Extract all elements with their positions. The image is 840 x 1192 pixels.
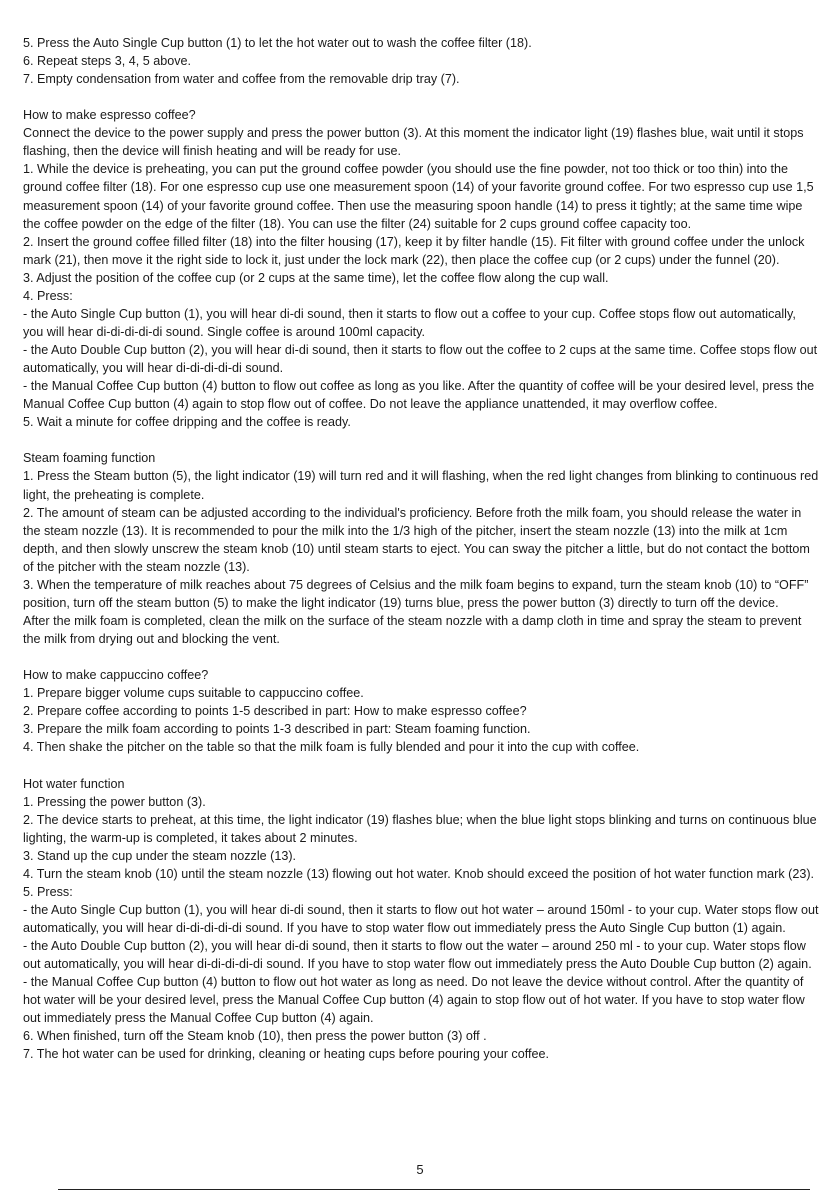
section-heading: How to make espresso coffee? (23, 108, 196, 123)
paragraph: 3. Adjust the position of the coffee cup (or 2 cups at the same time), let the coffee flow along the cup wall. (23, 270, 609, 285)
instructions-text (23, 34, 819, 1064)
section (23, 106, 819, 431)
paragraph: 2. Prepare coffee according to points 1-5 described in part: How to make espresso coffee? (23, 704, 527, 719)
section-gap (23, 431, 819, 449)
paragraph: - the Auto Double Cup button (2), you will hear di-di sound, then it starts to flow out the water – around 250 ml - to your cup. Water stops flow out automatically, you will hear di-di-di-di-di sound. If you have to stop water flow out immediately press the Auto Double Cup button (2) again. (23, 939, 812, 972)
section-gap (23, 88, 819, 106)
section-heading: How to make cappuccino coffee? (23, 668, 209, 683)
paragraph: 5. Press the Auto Single Cup button (1) to let the hot water out to wash the coffee filter (18). (23, 36, 532, 50)
paragraph: - the Auto Single Cup button (1), you will hear di-di sound, then it starts to flow out a coffee to your cup. Coffee stops flow out automatically, you will hear di-di-di-di-di sound. Single coffee is around 100ml capacity. (23, 306, 796, 339)
paragraph: 1. Prepare bigger volume cups suitable to cappuccino coffee. (23, 686, 364, 701)
paragraph: 6. When finished, turn off the Steam knob (10), then press the power button (3) off . (23, 1029, 487, 1044)
section (23, 449, 819, 648)
paragraph: 5. Press: (23, 884, 73, 899)
paragraph: After the milk foam is completed, clean the milk on the surface of the steam nozzle with a damp cloth in time and spray the steam to prevent the milk from drying out and blocking the vent. (23, 613, 802, 647)
section-heading: Steam foaming function (23, 451, 156, 466)
paragraph: 6. Repeat steps 3, 4, 5 above. (23, 54, 192, 69)
section (23, 775, 819, 1064)
section (23, 34, 819, 88)
paragraph: 3. Stand up the cup under the steam nozzle (13). (23, 848, 297, 863)
paragraph: - the Manual Coffee Cup button (4) button to flow out coffee as long as you like. After the quantity of coffee will be your desired level, press the Manual Coffee Cup button (4) again to stop flow out of coffee. Do not leave the appliance unattended, it may overflow coffee. (23, 379, 815, 412)
paragraph: 1. Pressing the power button (3). (23, 794, 206, 809)
paragraph: 7. The hot water can be used for drinking, cleaning or heating cups before pouring your coffee. (23, 1047, 550, 1062)
paragraph: - the Manual Coffee Cup button (4) button to flow out hot water as long as need. Do not leave the device without control. After the quantity of hot water will be your desired level, press the Manual Coffee Cup button (4) again to stop flow out of hot water. If you have to stop water flow out immediately press the Manual Coffee Cup button (4) again. (23, 975, 805, 1026)
paragraph: 3. When the temperature of milk reaches about 75 degrees of Celsius and the milk foam begins to expand, turn the steam knob (10) to “OFF” position, turn off the steam button (5) to make the light indicator (19) turns blue, press the power button (3) directly to turn off the device. (23, 577, 809, 610)
footer-rule (58, 1189, 810, 1190)
paragraph: - the Auto Single Cup button (1), you will hear di-di sound, then it starts to flow out hot water – around 150ml - to your cup. Water stops flow out automatically, you will hear di-di-di-di-di sound. If you have to stop water flow out immediately press the Auto Single Cup button (1) again. (23, 902, 819, 935)
section-gap (23, 648, 819, 666)
paragraph: 3. Prepare the milk foam according to points 1-3 described in part: Steam foaming function. (23, 722, 531, 737)
paragraph: 4. Turn the steam knob (10) until the steam nozzle (13) flowing out hot water. Knob should exceed the position of hot water function mark (23). (23, 866, 815, 881)
paragraph: 5. Wait a minute for coffee dripping and the coffee is ready. (23, 415, 351, 430)
paragraph: Connect the device to the power supply and press the power button (3). At this moment the indicator light (19) flashes blue, wait until it stops flashing, then the device will finish heating and will be ready for use. (23, 126, 804, 159)
page-number: 5 (416, 1162, 424, 1177)
paragraph: 2. The amount of steam can be adjusted according to the individual's proficiency. Before froth the milk foam, you should release the water in the steam nozzle (13). It is recommended to pour the milk into the 1/3 high of the pitcher, insert the steam nozzle (13) into the milk at 1cm depth, and then slowly unscrew the steam knob (10) until steam starts to eject. You can sway the pitcher a little, but do not contact the bottom of the pitcher with the steam nozzle (13). (23, 505, 810, 574)
paragraph: 7. Empty condensation from water and coffee from the removable drip tray (7). (23, 72, 460, 87)
paragraph: - the Auto Double Cup button (2), you will hear di-di sound, then it starts to flow out the coffee to 2 cups at the same time. Coffee stops flow out automatically, you will hear di-di-di-di-di sound. (23, 343, 818, 376)
section-heading: Hot water function (23, 776, 125, 791)
paragraph: 4. Then shake the pitcher on the table so that the milk foam is fully blended and pour it into the cup with coffee. (23, 740, 640, 755)
paragraph: 4. Press: (23, 288, 73, 303)
paragraph: 1. While the device is preheating, you can put the ground coffee powder (you should use the fine powder, not too thick or too thin) into the ground coffee filter (18). For one espresso cup use one measurement spoon (14) of your favorite ground coffee. For two espresso cup use 1,5 measurement spoon (14) of your favorite ground coffee. Then use the measuring spoon handle (14) to press it tightly; at the same time wipe the coffee powder on the edge of the filter (18). You can use the filter (24) suitable for 2 cups ground coffee capacity too. (23, 162, 814, 231)
paragraph: 2. Insert the ground coffee filled filter (18) into the filter housing (17), keep it by filter handle (15). Fit filter with ground coffee under the unlock mark (21), then move it the right side to lock it, just under the lock mark (22), then place the coffee cup (or 2 cups) under the funnel (20). (23, 234, 805, 267)
paragraph: 2. The device starts to preheat, at this time, the light indicator (19) flashes blue; when the blue light stops blinking and turns on continuous blue lighting, the warm-up is completed, it takes about 2 minutes. (23, 812, 817, 845)
section (23, 666, 819, 756)
section-gap (23, 756, 819, 774)
paragraph: 1. Press the Steam button (5), the light indicator (19) will turn red and it will flashing, when the red light changes from blinking to continuous red light, the preheating is complete. (23, 469, 819, 502)
